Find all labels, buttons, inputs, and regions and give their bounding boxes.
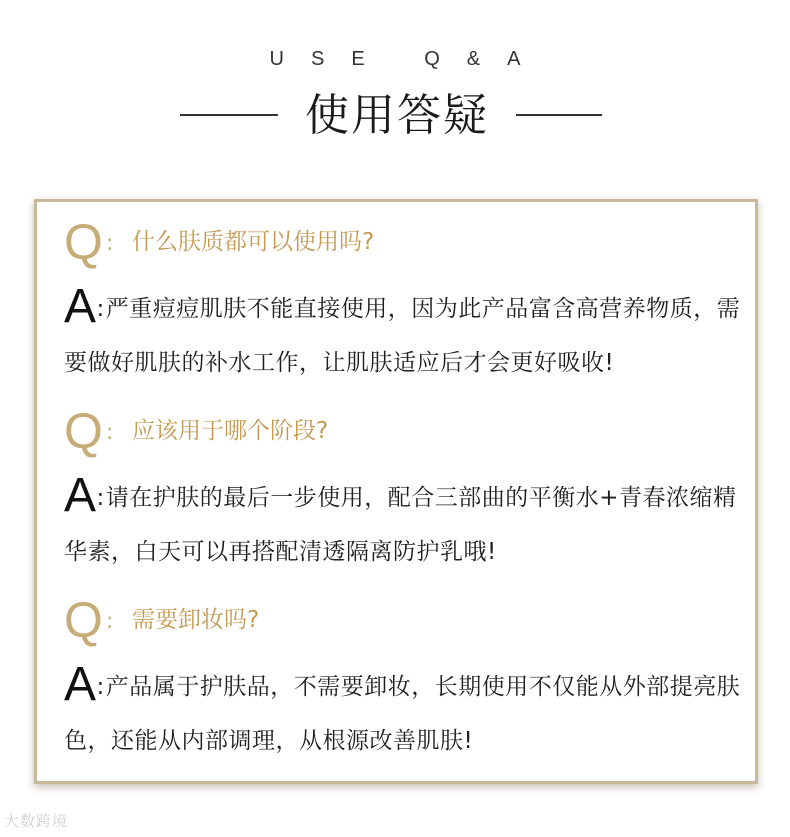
question-mark-letter: Q	[64, 214, 103, 270]
question-row	[64, 214, 744, 270]
answer-block	[64, 660, 744, 768]
answer-block	[64, 471, 744, 579]
question-text: 应该用于哪个阶段?	[132, 418, 329, 444]
answer-text: 产品属于护肤品，不需要卸妆，长期使用不仅能从外部提亮肤色，还能从内部调理，从根源改善肌肤!	[64, 674, 741, 754]
qa-item	[64, 403, 744, 579]
header	[0, 0, 790, 180]
question-row	[64, 403, 744, 459]
answer-block	[64, 282, 744, 390]
subtitle: USE Q&A	[269, 48, 548, 70]
answer-colon: :	[96, 674, 105, 700]
question-mark-letter: Q	[64, 403, 103, 459]
answer-colon: :	[96, 485, 105, 511]
question-colon: :	[106, 231, 114, 256]
question-text: 什么肤质都可以使用吗?	[132, 229, 375, 255]
question-colon: :	[106, 420, 114, 445]
question-mark-letter: Q	[64, 592, 103, 648]
answer-text: 请在护肤的最后一步使用，配合三部曲的平衡水+青春浓缩精华素，白天可以再搭配清透隔离防护乳哦!	[64, 485, 737, 565]
qa-item	[64, 214, 744, 390]
title-divider-left	[180, 114, 278, 116]
title-row	[0, 86, 790, 146]
title-divider-right	[516, 114, 602, 116]
qa-card	[34, 199, 758, 784]
answer-mark-letter: A	[64, 469, 97, 522]
page-title: 使用答疑	[305, 90, 489, 141]
qa-item	[64, 592, 744, 768]
answer-mark-letter: A	[64, 658, 97, 711]
question-text: 需要卸妆吗?	[132, 607, 260, 633]
watermark: 大数跨境	[4, 812, 69, 830]
question-colon: :	[106, 609, 114, 634]
answer-mark-letter: A	[64, 280, 97, 333]
question-row	[64, 592, 744, 648]
answer-colon: :	[96, 296, 105, 322]
answer-text: 严重痘痘肌肤不能直接使用，因为此产品富含高营养物质，需要做好肌肤的补水工作，让肌肤适应后才会更好吸收!	[64, 296, 741, 376]
